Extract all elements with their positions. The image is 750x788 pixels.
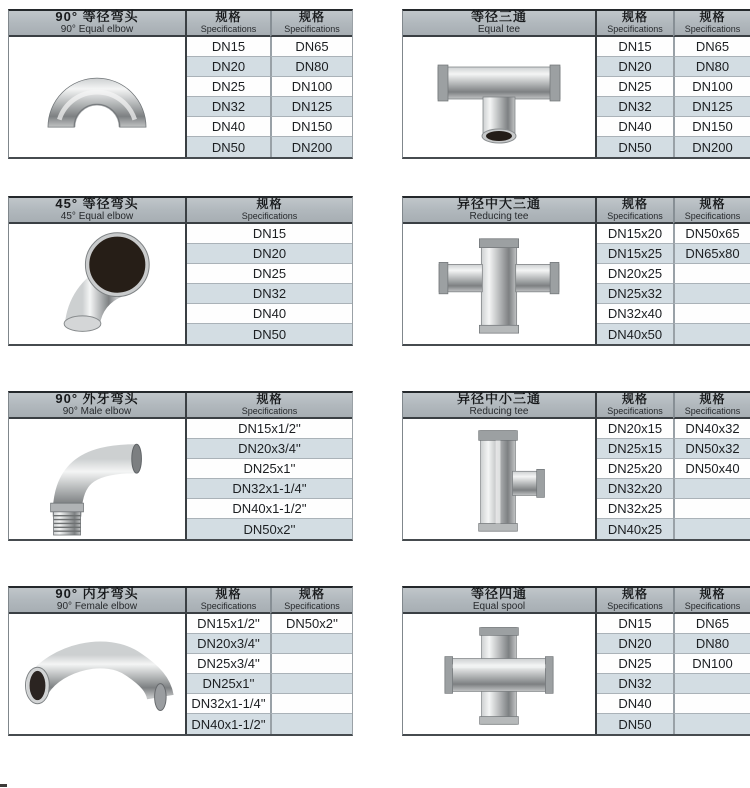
spec-cell <box>673 304 750 324</box>
spec-cell: DN50x32 <box>673 439 750 459</box>
spec-header-cn: 规格 <box>256 392 283 407</box>
90-male-elbow-drawing <box>34 422 160 536</box>
spec-header-cn: 规格 <box>256 197 283 212</box>
spec-cell: DN40x32 <box>673 419 750 439</box>
product-title <box>403 11 597 37</box>
spec-header-en: Specifications <box>241 211 298 222</box>
spec-cell <box>270 634 352 654</box>
reducing-tee-mid-large-drawing <box>424 227 574 341</box>
spec-cell: DN25x32 <box>597 284 673 304</box>
spec-cell: DN20 <box>187 244 352 264</box>
spec-cell: DN25x1'' <box>187 459 352 479</box>
spec-header-cn: 规格 <box>298 587 325 602</box>
spec-cell: DN80 <box>270 57 352 77</box>
spec-cell <box>673 479 750 499</box>
spec-header-en: Specifications <box>684 406 741 417</box>
spec-cell: DN50x65 <box>673 224 750 244</box>
90-degree-female-elbow-photo <box>9 614 187 734</box>
spec-cell: DN65x80 <box>673 244 750 264</box>
90-degree-male-elbow-photo <box>9 419 187 539</box>
spec-cell: DN40 <box>187 304 352 324</box>
spec-cell: DN25x1'' <box>187 674 270 694</box>
spec-cell <box>673 694 750 714</box>
spec-header-en: Specifications <box>607 24 663 35</box>
spec-cell: DN40 <box>187 117 270 137</box>
product-title-cn: 等径四通 <box>470 586 527 602</box>
spec-header-cn: 规格 <box>699 10 726 25</box>
spec-header <box>597 588 673 614</box>
product-title-en: 90° Male elbow <box>62 406 132 418</box>
spec-header-en: Specifications <box>684 601 741 612</box>
spec-cell: DN50 <box>187 324 352 344</box>
product-title-cn: 异径中大三通 <box>456 196 541 212</box>
spec-cell: DN32 <box>187 97 270 117</box>
spec-cell: DN200 <box>270 137 352 157</box>
block-equal-tee <box>402 9 750 159</box>
spec-cell: DN20 <box>597 57 673 77</box>
product-title-en: 90° Equal elbow <box>60 24 134 36</box>
product-title-cn: 90° 等径弯头 <box>55 9 139 25</box>
spec-cell: DN150 <box>673 117 750 137</box>
spec-header <box>673 393 750 419</box>
spec-cell: DN65 <box>673 37 750 57</box>
spec-header-cn: 规格 <box>298 10 325 25</box>
spec-cell: DN40x50 <box>597 324 673 344</box>
spec-header <box>597 198 673 224</box>
block-45-equal-elbow <box>8 196 353 346</box>
product-title-cn: 45° 等径弯头 <box>55 196 139 212</box>
spec-cell <box>673 714 750 734</box>
spec-header-cn: 规格 <box>215 587 242 602</box>
spec-header <box>270 11 352 37</box>
product-title-en: 45° Equal elbow <box>60 211 134 223</box>
spec-cell <box>673 324 750 344</box>
spec-header-cn: 规格 <box>621 197 648 212</box>
spec-cell: DN25x3/4'' <box>187 654 270 674</box>
block-90-equal-elbow <box>8 9 353 159</box>
spec-cell <box>270 714 352 734</box>
spec-cell: DN15 <box>597 37 673 57</box>
spec-cell: DN32x40 <box>597 304 673 324</box>
spec-cell: DN40 <box>597 117 673 137</box>
spec-cell: DN80 <box>673 57 750 77</box>
spec-header-en: Specifications <box>684 211 741 222</box>
spec-header-cn: 规格 <box>621 587 648 602</box>
equal-cross-spool-photo <box>403 614 597 734</box>
spec-header <box>673 198 750 224</box>
product-title-cn: 90° 内牙弯头 <box>55 586 139 602</box>
spec-header-cn: 规格 <box>621 392 648 407</box>
spec-cell <box>673 284 750 304</box>
spec-cell: DN100 <box>673 77 750 97</box>
spec-header-en: Specifications <box>200 601 257 612</box>
90-female-elbow-drawing <box>13 626 181 722</box>
spec-cell: DN25x20 <box>597 459 673 479</box>
product-title-en: 90° Female elbow <box>56 601 138 613</box>
spec-cell: DN50x2'' <box>270 614 352 634</box>
block-reducing-tee-mid-large <box>402 196 750 346</box>
spec-header <box>673 11 750 37</box>
spec-cell: DN200 <box>673 137 750 157</box>
spec-cell <box>270 674 352 694</box>
spec-header <box>187 198 352 224</box>
spec-cell: DN20x3/4'' <box>187 634 270 654</box>
product-title <box>403 393 597 419</box>
spec-header-en: Specifications <box>241 406 298 417</box>
spec-cell: DN32x20 <box>597 479 673 499</box>
spec-header-en: Specifications <box>284 601 340 612</box>
spec-header <box>187 393 352 419</box>
spec-cell: DN25x15 <box>597 439 673 459</box>
spec-header <box>597 11 673 37</box>
spec-cell: DN150 <box>270 117 352 137</box>
spec-cell: DN25 <box>187 77 270 97</box>
spec-cell: DN32 <box>597 674 673 694</box>
spec-cell: DN15 <box>187 224 352 244</box>
spec-cell <box>270 654 352 674</box>
90-degree-equal-elbow-photo <box>9 37 187 157</box>
product-title-en: Reducing tee <box>469 211 529 223</box>
spec-cell: DN65 <box>270 37 352 57</box>
spec-cell: DN15x1/2'' <box>187 614 270 634</box>
spec-header-cn: 规格 <box>699 197 726 212</box>
spec-cell: DN40x1-1/2'' <box>187 499 352 519</box>
spec-cell: DN25 <box>187 264 352 284</box>
reducing-tee-mid-small-photo <box>403 419 597 539</box>
product-title <box>9 11 187 37</box>
spec-cell <box>673 674 750 694</box>
spec-header-en: Specifications <box>684 24 741 35</box>
product-title-en: Equal spool <box>472 601 526 613</box>
equal-cross-drawing <box>429 616 569 732</box>
spec-header <box>673 588 750 614</box>
spec-cell: DN50 <box>597 137 673 157</box>
equal-tee-photo <box>403 37 597 157</box>
spec-cell: DN65 <box>673 614 750 634</box>
product-title-cn: 异径中小三通 <box>456 391 541 407</box>
product-title <box>403 588 597 614</box>
spec-cell: DN125 <box>270 97 352 117</box>
spec-cell: DN100 <box>270 77 352 97</box>
block-equal-spool <box>402 586 750 736</box>
spec-cell: DN50 <box>597 714 673 734</box>
spec-cell: DN15x25 <box>597 244 673 264</box>
spec-cell: DN40 <box>597 694 673 714</box>
spec-cell: DN32 <box>597 97 673 117</box>
spec-cell <box>673 499 750 519</box>
product-title <box>9 588 187 614</box>
spec-cell <box>270 694 352 714</box>
spec-cell: DN32x25 <box>597 499 673 519</box>
spec-cell: DN50x2'' <box>187 519 352 539</box>
spec-cell: DN125 <box>673 97 750 117</box>
product-title <box>9 393 187 419</box>
spec-cell: DN20x25 <box>597 264 673 284</box>
spec-cell: DN20x15 <box>597 419 673 439</box>
spec-cell <box>673 264 750 284</box>
spec-header <box>597 393 673 419</box>
spec-header-en: Specifications <box>200 24 257 35</box>
spec-header <box>270 588 352 614</box>
equal-tee-drawing <box>424 41 574 153</box>
product-title-cn: 90° 外牙弯头 <box>55 391 139 407</box>
spec-header <box>187 588 270 614</box>
spec-cell: DN50x40 <box>673 459 750 479</box>
reducing-tee-mid-large-photo <box>403 224 597 344</box>
block-reducing-tee-mid-small <box>402 391 750 541</box>
spec-cell: DN32x1-1/4'' <box>187 479 352 499</box>
product-title-en: Equal tee <box>477 24 521 36</box>
spec-header-cn: 规格 <box>621 10 648 25</box>
spec-header-en: Specifications <box>607 601 663 612</box>
45-degree-equal-elbow-photo <box>9 224 187 344</box>
spec-cell: DN20 <box>187 57 270 77</box>
spec-cell: DN15x20 <box>597 224 673 244</box>
spec-header-en: Specifications <box>607 211 663 222</box>
spec-cell: DN25 <box>597 77 673 97</box>
spec-cell: DN100 <box>673 654 750 674</box>
block-90-male-elbow <box>8 391 353 541</box>
spec-cell: DN15x1/2'' <box>187 419 352 439</box>
spec-cell: DN20 <box>597 634 673 654</box>
90-equal-elbow-drawing <box>31 53 163 141</box>
product-title <box>9 198 187 224</box>
spec-header <box>187 11 270 37</box>
spec-header-cn: 规格 <box>699 587 726 602</box>
spec-cell: DN40x1-1/2'' <box>187 714 270 734</box>
spec-header-en: Specifications <box>284 24 340 35</box>
spec-cell: DN32x1-1/4'' <box>187 694 270 714</box>
reducing-tee-mid-small-drawing <box>436 421 562 537</box>
spec-cell: DN50 <box>187 137 270 157</box>
spec-cell: DN25 <box>597 654 673 674</box>
product-title <box>403 198 597 224</box>
spec-cell <box>673 519 750 539</box>
spec-header-cn: 规格 <box>699 392 726 407</box>
spec-cell: DN15 <box>187 37 270 57</box>
spec-header-cn: 规格 <box>215 10 242 25</box>
spec-cell: DN20x3/4'' <box>187 439 352 459</box>
page-corner-mark <box>0 784 7 787</box>
spec-cell: DN40x25 <box>597 519 673 539</box>
spec-cell: DN80 <box>673 634 750 654</box>
block-90-female-elbow <box>8 586 353 736</box>
spec-cell: DN32 <box>187 284 352 304</box>
spec-cell: DN15 <box>597 614 673 634</box>
product-title-cn: 等径三通 <box>470 9 527 25</box>
spec-header-en: Specifications <box>607 406 663 417</box>
45-equal-elbow-drawing <box>38 226 156 342</box>
product-title-en: Reducing tee <box>469 406 529 418</box>
